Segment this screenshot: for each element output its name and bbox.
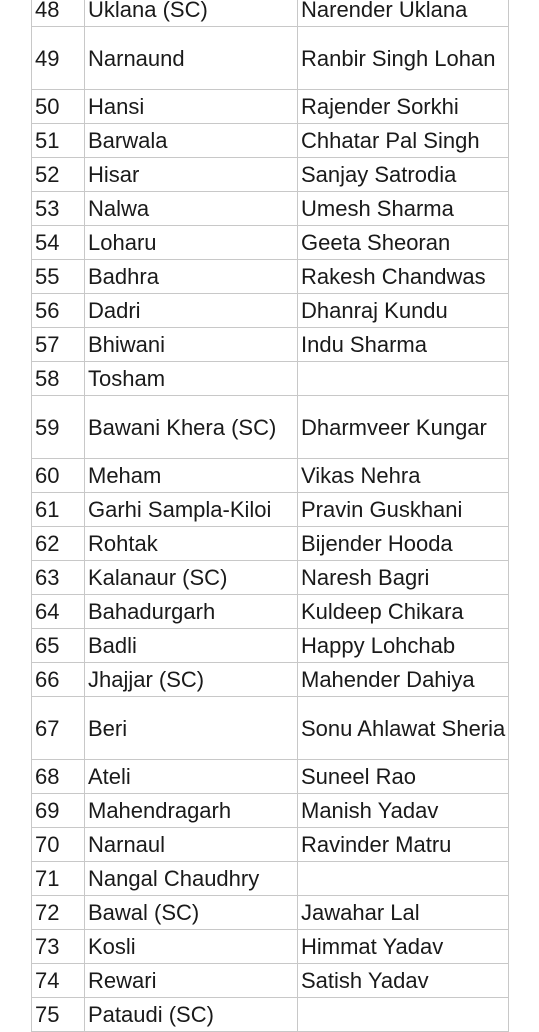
- constituency-cell: Badli: [85, 629, 298, 663]
- constituency-cell: Kalanaur (SC): [85, 561, 298, 595]
- candidate-cell: Suneel Rao: [298, 760, 509, 794]
- row-number-cell: 48: [32, 0, 85, 27]
- candidate-cell: Bijender Hooda: [298, 527, 509, 561]
- constituency-cell: Rohtak: [85, 527, 298, 561]
- row-number-cell: 57: [32, 328, 85, 362]
- candidate-cell: Sanjay Satrodia: [298, 158, 509, 192]
- constituency-cell: Bhiwani: [85, 328, 298, 362]
- candidate-table: [31, 0, 509, 1032]
- constituency-cell: Hansi: [85, 90, 298, 124]
- candidate-cell: Naresh Bagri: [298, 561, 509, 595]
- candidate-cell: Himmat Yadav: [298, 930, 509, 964]
- constituency-cell: Barwala: [85, 124, 298, 158]
- table-row: [32, 27, 509, 90]
- candidate-cell: Pravin Guskhani: [298, 493, 509, 527]
- candidate-table-body: [32, 0, 509, 1032]
- row-number-cell: 58: [32, 362, 85, 396]
- table-row: [32, 896, 509, 930]
- row-number-cell: 68: [32, 760, 85, 794]
- constituency-cell: Nalwa: [85, 192, 298, 226]
- table-row: [32, 396, 509, 459]
- candidate-cell: Indu Sharma: [298, 328, 509, 362]
- table-row: [32, 964, 509, 998]
- table-row: [32, 862, 509, 896]
- candidate-cell: [298, 862, 509, 896]
- row-number-cell: 50: [32, 90, 85, 124]
- row-number-cell: 66: [32, 663, 85, 697]
- table-row: [32, 760, 509, 794]
- candidate-cell: [298, 998, 509, 1032]
- table-row: [32, 561, 509, 595]
- candidate-cell: Kuldeep Chikara: [298, 595, 509, 629]
- row-number-cell: 59: [32, 396, 85, 459]
- row-number-cell: 65: [32, 629, 85, 663]
- constituency-cell: Hisar: [85, 158, 298, 192]
- candidate-cell: Dharmveer Kungar: [298, 396, 509, 459]
- candidate-cell: Mahender Dahiya: [298, 663, 509, 697]
- table-row: [32, 595, 509, 629]
- table-row: [32, 794, 509, 828]
- table-row: [32, 192, 509, 226]
- candidate-cell: [298, 362, 509, 396]
- table-row: [32, 527, 509, 561]
- constituency-cell: Bawani Khera (SC): [85, 396, 298, 459]
- candidate-cell: Ravinder Matru: [298, 828, 509, 862]
- row-number-cell: 62: [32, 527, 85, 561]
- table-row: [32, 697, 509, 760]
- constituency-cell: Tosham: [85, 362, 298, 396]
- candidate-cell: Manish Yadav: [298, 794, 509, 828]
- candidate-cell: Sonu Ahlawat Sheria: [298, 697, 509, 760]
- table-row: [32, 828, 509, 862]
- table-row: [32, 158, 509, 192]
- constituency-cell: Badhra: [85, 260, 298, 294]
- table-row: [32, 629, 509, 663]
- constituency-cell: Uklana (SC): [85, 0, 298, 27]
- row-number-cell: 74: [32, 964, 85, 998]
- row-number-cell: 75: [32, 998, 85, 1032]
- constituency-cell: Dadri: [85, 294, 298, 328]
- constituency-cell: Kosli: [85, 930, 298, 964]
- row-number-cell: 67: [32, 697, 85, 760]
- constituency-cell: Beri: [85, 697, 298, 760]
- constituency-cell: Rewari: [85, 964, 298, 998]
- constituency-cell: Nangal Chaudhry: [85, 862, 298, 896]
- table-row: [32, 459, 509, 493]
- table-row: [32, 663, 509, 697]
- row-number-cell: 55: [32, 260, 85, 294]
- candidate-cell: Vikas Nehra: [298, 459, 509, 493]
- row-number-cell: 52: [32, 158, 85, 192]
- table-row: [32, 362, 509, 396]
- row-number-cell: 70: [32, 828, 85, 862]
- row-number-cell: 60: [32, 459, 85, 493]
- constituency-cell: Meham: [85, 459, 298, 493]
- row-number-cell: 61: [32, 493, 85, 527]
- row-number-cell: 51: [32, 124, 85, 158]
- table-row: [32, 294, 509, 328]
- row-number-cell: 63: [32, 561, 85, 595]
- table-row: [32, 0, 509, 27]
- row-number-cell: 56: [32, 294, 85, 328]
- row-number-cell: 49: [32, 27, 85, 90]
- table-row: [32, 124, 509, 158]
- row-number-cell: 69: [32, 794, 85, 828]
- candidate-cell: Umesh Sharma: [298, 192, 509, 226]
- candidate-cell: Geeta Sheoran: [298, 226, 509, 260]
- constituency-cell: Garhi Sampla-Kiloi: [85, 493, 298, 527]
- constituency-cell: Mahendragarh: [85, 794, 298, 828]
- row-number-cell: 72: [32, 896, 85, 930]
- table-row: [32, 930, 509, 964]
- candidate-cell: Rajender Sorkhi: [298, 90, 509, 124]
- constituency-cell: Loharu: [85, 226, 298, 260]
- constituency-cell: Jhajjar (SC): [85, 663, 298, 697]
- candidate-cell: Ranbir Singh Lohan: [298, 27, 509, 90]
- table-row: [32, 328, 509, 362]
- constituency-cell: Ateli: [85, 760, 298, 794]
- candidate-cell: Jawahar Lal: [298, 896, 509, 930]
- row-number-cell: 64: [32, 595, 85, 629]
- constituency-cell: Bahadurgarh: [85, 595, 298, 629]
- candidate-cell: Rakesh Chandwas: [298, 260, 509, 294]
- table-row: [32, 493, 509, 527]
- candidate-cell: Happy Lohchab: [298, 629, 509, 663]
- table-row: [32, 90, 509, 124]
- row-number-cell: 54: [32, 226, 85, 260]
- row-number-cell: 71: [32, 862, 85, 896]
- table-row: [32, 998, 509, 1032]
- row-number-cell: 53: [32, 192, 85, 226]
- table-row: [32, 260, 509, 294]
- constituency-cell: Pataudi (SC): [85, 998, 298, 1032]
- candidate-cell: Chhatar Pal Singh: [298, 124, 509, 158]
- candidate-cell: Narender Uklana: [298, 0, 509, 27]
- constituency-cell: Narnaul: [85, 828, 298, 862]
- constituency-cell: Bawal (SC): [85, 896, 298, 930]
- table-row: [32, 226, 509, 260]
- row-number-cell: 73: [32, 930, 85, 964]
- candidate-cell: Dhanraj Kundu: [298, 294, 509, 328]
- constituency-cell: Narnaund: [85, 27, 298, 90]
- candidate-cell: Satish Yadav: [298, 964, 509, 998]
